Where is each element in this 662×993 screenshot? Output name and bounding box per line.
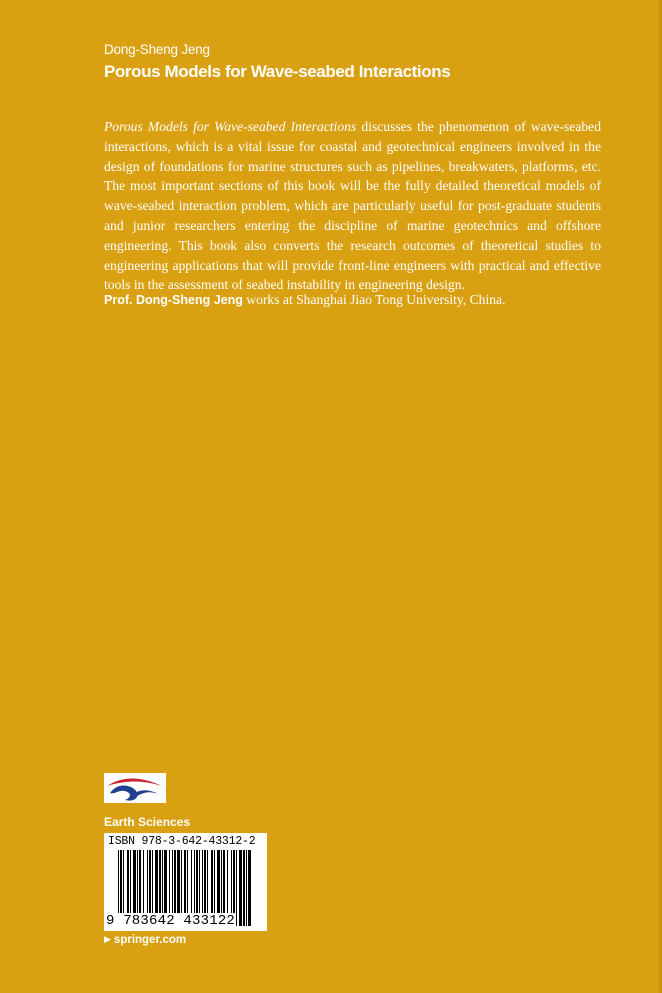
ean-digits: 9 783642 433122 <box>106 913 236 929</box>
publisher-link[interactable] <box>104 934 186 946</box>
bio-text: works at Shanghai Jiao Tong University, China. <box>242 292 506 307</box>
series-logo-icon <box>104 773 166 803</box>
description-title: Porous Models for Wave-seabed Interactions <box>104 119 357 134</box>
play-arrow-icon: ▶ <box>104 934 111 944</box>
book-title: Porous Models for Wave-seabed Interactions <box>104 62 451 81</box>
publisher-url: springer.com <box>113 934 187 946</box>
author-bio <box>104 290 624 311</box>
subject-category: Earth Sciences <box>104 815 191 829</box>
book-description <box>104 117 601 295</box>
bio-author-name: Prof. Dong-Sheng Jeng <box>104 293 243 307</box>
author-name: Dong-Sheng Jeng <box>104 42 210 57</box>
barcode <box>104 833 267 931</box>
isbn-text: ISBN 978-3-642-43312-2 <box>108 835 256 848</box>
description-text: discusses the phenomenon of wave-seabed interactions, which is a vital issue for coastal and geotechnical engineers involved in the design of foundations for marine structures such as pipelines, breakwaters, platforms, etc. The most important sections of this book will be the fully detailed theoretical models of wave-seabed interaction problem, which are particularly useful for post-graduate students and junior researchers entering the discipline of marine geotechnics and offshore engineering. This book also converts the research outcomes of theoretical studies to engineering applications that will provide front-line engineers with practical and effective tools in the assessment of seabed instability in engineering design. <box>104 119 602 293</box>
